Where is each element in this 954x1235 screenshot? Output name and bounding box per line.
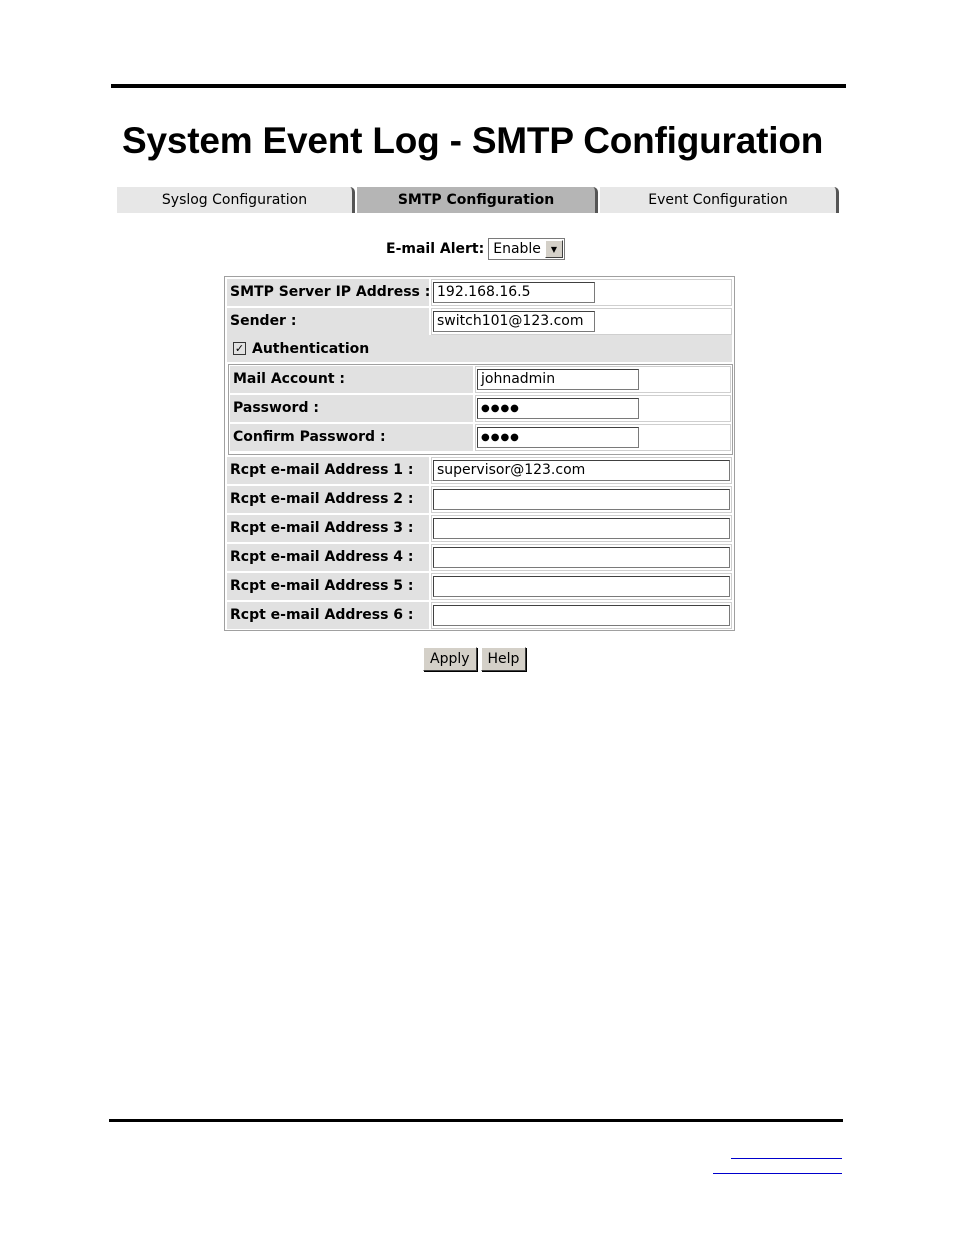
rcpt-row-4 (227, 544, 732, 571)
rcpt-label-6: Rcpt e-mail Address 6 : (227, 602, 429, 629)
rcpt-input-5[interactable] (433, 576, 730, 597)
rcpt-input-2[interactable] (433, 489, 730, 510)
confirm-password-label: Confirm Password : (230, 424, 473, 451)
mail-account-input[interactable]: johnadmin (477, 369, 639, 390)
email-alert-select[interactable] (488, 238, 565, 260)
rcpt-label-5: Rcpt e-mail Address 5 : (227, 573, 429, 600)
smtp-server-label: SMTP Server IP Address : (227, 279, 429, 306)
rcpt-label-1: Rcpt e-mail Address 1 : (227, 457, 429, 484)
page-title: System Event Log - SMTP Configuration (122, 120, 824, 161)
footer-rule (109, 1119, 843, 1122)
triangle-down-icon[interactable]: ▼ (545, 240, 563, 258)
mail-account-label: Mail Account : (230, 366, 473, 393)
header-rule (111, 84, 846, 88)
rcpt-input-4[interactable] (433, 547, 730, 568)
checkmark-icon[interactable]: ✓ (234, 342, 245, 355)
tab-event-configuration[interactable]: Event Configuration (600, 187, 839, 213)
mail-account-cell (475, 366, 731, 393)
sender-label: Sender : (227, 308, 429, 335)
rcpt-cell-2 (431, 486, 732, 513)
rcpt-cell-6 (431, 602, 732, 629)
rcpt-row-5 (227, 573, 732, 600)
password-cell (475, 395, 731, 422)
auth-table (228, 364, 733, 455)
apply-button[interactable]: Apply (423, 647, 477, 671)
rcpt-label-4: Rcpt e-mail Address 4 : (227, 544, 429, 571)
confirm-password-row (230, 424, 731, 451)
authentication-row (227, 335, 732, 362)
help-button[interactable]: Help (481, 647, 527, 671)
rcpt-row-6 (227, 602, 732, 629)
email-alert-row (386, 237, 565, 261)
rcpt-input-3[interactable] (433, 518, 730, 539)
sender-row (227, 308, 732, 335)
authentication-label: Authentication (252, 340, 370, 357)
rcpt-cell-4 (431, 544, 732, 571)
footer-link-bottom[interactable] (713, 1173, 842, 1174)
tab-smtp-configuration[interactable]: SMTP Configuration (357, 187, 598, 213)
mail-account-row (230, 366, 731, 393)
smtp-server-input[interactable]: 192.168.16.5 (433, 282, 595, 303)
footer-link-top[interactable] (731, 1158, 842, 1159)
sender-input[interactable]: switch101@123.com (433, 311, 595, 332)
email-alert-label: E-mail Alert: (386, 241, 485, 257)
rcpt-label-3: Rcpt e-mail Address 3 : (227, 515, 429, 542)
sender-cell (431, 308, 732, 335)
tab-bar (117, 187, 839, 214)
smtp-form (224, 276, 735, 631)
rcpt-cell-3 (431, 515, 732, 542)
rcpt-row-1 (227, 457, 732, 484)
email-alert-value: Enable (493, 241, 541, 257)
rcpt-row-3 (227, 515, 732, 542)
password-input[interactable]: ●●●● (477, 398, 639, 419)
confirm-password-cell (475, 424, 731, 451)
rcpt-label-2: Rcpt e-mail Address 2 : (227, 486, 429, 513)
rcpt-cell-1 (431, 457, 732, 484)
confirm-password-input[interactable]: ●●●● (477, 427, 639, 448)
tab-syslog-configuration[interactable]: Syslog Configuration (117, 187, 355, 213)
rcpt-cell-5 (431, 573, 732, 600)
rcpt-input-1[interactable]: supervisor@123.com (433, 460, 730, 481)
smtp-server-row (227, 279, 732, 306)
action-buttons (423, 647, 526, 671)
rcpt-row-2 (227, 486, 732, 513)
rcpt-input-6[interactable] (433, 605, 730, 626)
smtp-server-cell (431, 279, 732, 306)
password-label: Password : (230, 395, 473, 422)
password-row (230, 395, 731, 422)
